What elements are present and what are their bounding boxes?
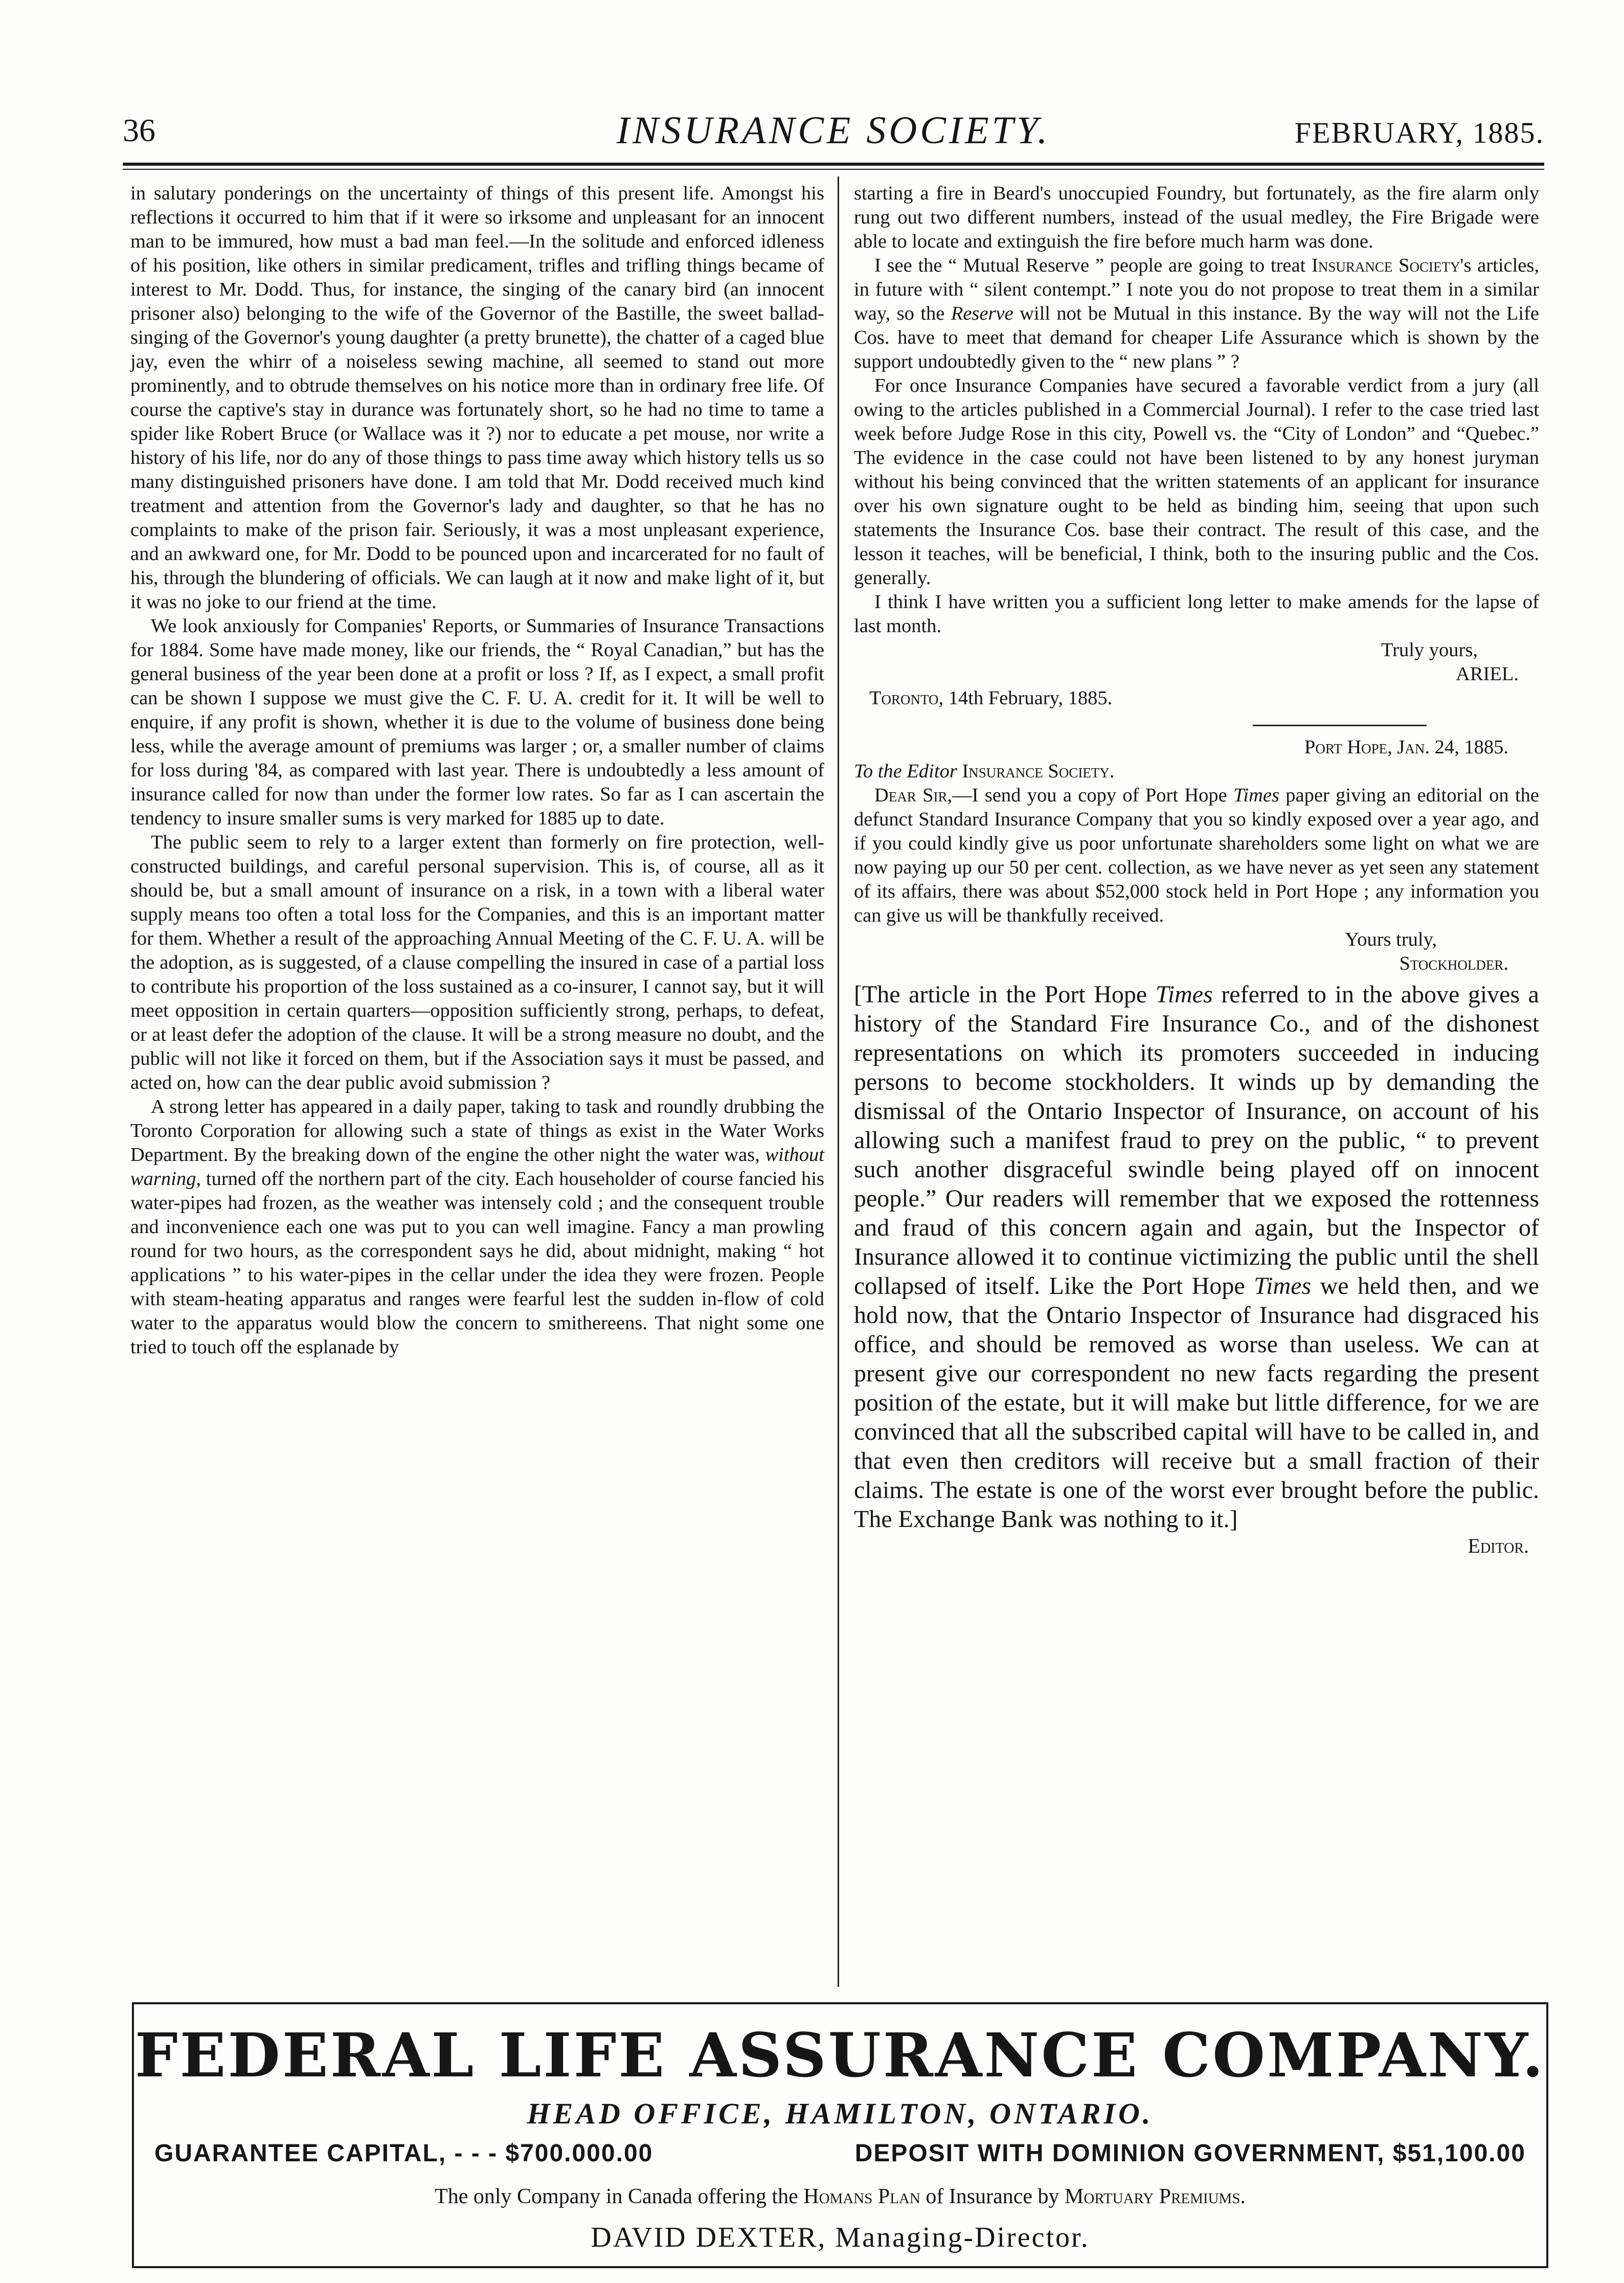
page-number: 36 [123, 112, 155, 148]
letter2-addressee: To the Editor Insurance Society. [854, 760, 1115, 782]
letter-dateline: Toronto, 14th February, 1885. [869, 687, 1113, 709]
article-paragraph: in salutary ponderings on the uncertainty of things of this present life. Amongst his reflections it occurred to him that if it were so irksome and unpleasant for an innocent man to be immured, how must a bad man feel.—In the solitude and enforced idleness of his position, like others in similar predicament, trifles and trifling things became of interest to Mr. Dodd. Thus, for instance, the singing of the canary bird (an innocent prisoner also) belonging to the wife of the Governor of the Bastille, the sweet ballad-singing of the Governor's young daughter (a pretty brunette), the chatter of a caged blue jay, even the whirr of a noiseless sewing machine, all seemed to stand out more prominently, and to obtrude themselves on his notice more than in ordinary free life. Of course the captive's stay in durance was fortunately short, so he had no time to tame a spider like Robert Bruce (or Wallace was it ?) nor to educate a pet mouse, nor write a history of his life, nor do any of those things to pass time away which history tells us so many distinguished prisoners have done. I am told that Mr. Dodd received much kind treatment and attention from the Governor's lady and daughter, so that he has no complaints to make of the prison fair. Seriously, it was a most unpleasant experience, and an awkward one, for Mr. Dodd to be pounced upon and incarcerated for no fault of his, through the blundering of officials. We can laugh at it now and make light of it, but it was no joke to our friend at the time. [130, 183, 824, 613]
header-rule-thick [123, 163, 1544, 166]
article-paragraph: For once Insurance Companies have secured a favorable verdict from a jury (all owing to the articles published in a Commercial Journal). I refer to the case tried last week before Judge Rose in this city, Powell vs. the “City of London” and “Quebec.” The evidence in the case could not have been listened to by any honest juryman without his being convinced that the written statements of an applicant for insurance over his own signature ought to be held as binding him, seeing that upon such statements the Insurance Cos. base their contract. The result of this case, and the lesson it teaches, will be beneficial, I think, both to the insuring public and the Cos. generally. [854, 375, 1539, 589]
letter2-body: Dear Sir,—I send you a copy of Port Hope Times paper giving an editorial on the defunct Standard Insurance Company that you so kindly exposed over a year ago, and if you could kindly give us poor unfortunate shareholders some light on what we are now paying up our 50 per cent. collection, as we have never as yet seen any statement of its affairs, there was about $52,000 stock held in Port Hope ; any information you can give us will be thankfully received. [854, 785, 1540, 926]
right-column [854, 182, 1539, 1558]
editor-signature: Editor. [1468, 1534, 1529, 1557]
letter2-signature: Stockholder. [1399, 953, 1508, 974]
advertisement-box [132, 2002, 1548, 2268]
letter2-dateline: Port Hope, Jan. 24, 1885. [1304, 736, 1508, 758]
journal-name-mention: Insurance Society [1312, 255, 1460, 276]
column-divider [838, 176, 839, 1987]
ad-capital-line [154, 2139, 1526, 2167]
ad-note: The only Company in Canada offering the Homans Plan of Insurance by Mortuary Premiums. [435, 2185, 1246, 2208]
article-paragraph: I think I have written you a sufficient long letter to make amends for the lapse of last month. [854, 591, 1539, 637]
editorial-note [854, 980, 1539, 1558]
ad-deposit: DEPOSIT WITH DOMINION GOVERNMENT, $51,100.00 [854, 2140, 1526, 2167]
letter2-closing: Yours truly, [1345, 929, 1437, 950]
article-paragraph: starting a fire in Beard's unoccupied Foundry, but fortunately, as the fire alarm only rung out two different numbers, instead of the usual medley, the Fire Brigade were able to locate and extinguish the fire before much harm was done. [854, 183, 1539, 252]
ad-director: DAVID DEXTER, Managing-Director. [591, 2222, 1090, 2253]
ad-head-office: HEAD OFFICE, HAMILTON, ONTARIO. [527, 2097, 1154, 2130]
letter-closing: Truly yours, [1381, 639, 1478, 661]
article-paragraph: The public seem to rely to a larger extent than formerly on fire protection, well-constructed buildings, and careful personal supervision. This is, of course, all as it should be, but a small amount of insurance on a risk, in a town with a liberal water supply means too often a total loss for the Companies, and this is an important matter for them. Whether a result of the approaching Annual Meeting of the C. F. U. A. will be the adoption, as is suggested, of a clause compelling the insured in case of a partial loss to contribute his proportion of the loss sustained as a co-insurer, I cannot say, but it will meet opposition in certain quarters—opposition sufficiently strong, perhaps, to defeat, or at least defer the adoption of the clause. It will be a strong measure no doubt, and the public will not like it forced on them, but if the Association says it must be passed, and acted on, how can the dear public avoid submission ? [130, 832, 824, 1093]
editorial-paragraph: [The article in the Port Hope Times referred to in the above gives a history of the Standard Fire Insurance Co., and of the dishonest representations on which its promoters succeeded in inducing persons to become stockholders. It winds up by demanding the dismissal of the Ontario Inspector of Insurance, on account of his allowing such a manifest fraud to prey on the public, “ to prevent such another disgraceful swindle being played off on innocent people.” Our readers will remember that we exposed the rottenness and fraud of this concern again and again, but the Inspector of Insurance allowed it to continue victimizing the public until the shell collapsed of itself. Like the Port Hope Times we held then, and we hold now, that the Ontario Inspector of Insurance had disgraced his office, and should be removed as worse than useless. We can at present give our correspondent no new facts regarding the present position of the estate, but it will make but little difference, for we are convinced that all the subscribed capital will have to be called in, and that even then creditors will receive but a small fraction of their claims. The estate is one of the worst ever brought before the public. The Exchange Bank was nothing to it.] [854, 981, 1539, 1533]
ad-company-name: FEDERAL LIFE ASSURANCE COMPANY. [134, 2020, 1546, 2091]
journal-title: INSURANCE SOCIETY. [616, 109, 1051, 152]
section-rule [1253, 725, 1427, 726]
letter-signature: ARIEL. [1456, 663, 1519, 685]
emphasis-text: without warning, [130, 1144, 824, 1190]
left-column [130, 182, 824, 1359]
article-paragraph: We look anxiously for Companies' Reports, or Summaries of Insurance Transactions for 1884. Some have made money, like our friends, the “ Royal Canadian,” but has the general business of the year been done at a profit or loss ? If, as I expect, a small profit can be shown I suppose we must give the C. F. U. A. credit for it. It will be well to enquire, if any profit is shown, whether it is due to the volume of business done being less, while the average amount of premiums was larger ; or, a smaller number of claims for loss during '84, as compared with last year. There is undoubtedly a less amount of insurance called for now than under the former low rates. So far as I can ascertain the tendency to insure smaller sums is very marked for 1885 up to date. [130, 615, 824, 829]
header-rule-thin [123, 169, 1544, 170]
water-works-paragraph: A strong letter has appeared in a daily paper, taking to task and roundly drubbing the Toronto Corporation for allowing such a state of things as exist in the Water Works Department. By the breaking down of the engine the other night the water was, without warning, turned off the northern part of the city. Each householder of course fancied his water-pipes had frozen, as the weather was intensely cold ; and the consequent trouble and inconvenience each one was put to you can well imagine. Fancy a man prowling round for two hours, as the correspondent says he did, about midnight, making “ hot applications ” to his water-pipes in the cellar under the idea they were frozen. People with steam-heating apparatus and ranges were fearful lest the sudden in-flow of cold water to the apparatus would blow the concern to smithereens. That night some one tried to touch off the esplanade by [130, 1096, 824, 1358]
issue-date: FEBRUARY, 1885. [1294, 116, 1544, 149]
page-header [123, 106, 1544, 163]
ad-guarantee-capital: GUARANTEE CAPITAL, - - - $700.000.00 [154, 2140, 653, 2167]
article-paragraph: I see the “ Mutual Reserve ” people are going to treat Insurance Society's articles, in future with “ silent contempt.” I note you do not propose to treat them in a similar way, so the Reserve will not be Mutual in this instance. By the way will not the Life Cos. have to meet that demand for cheaper Life Assurance which is shown by the support undoubtedly given to the “ new plans ” ? [854, 255, 1539, 372]
